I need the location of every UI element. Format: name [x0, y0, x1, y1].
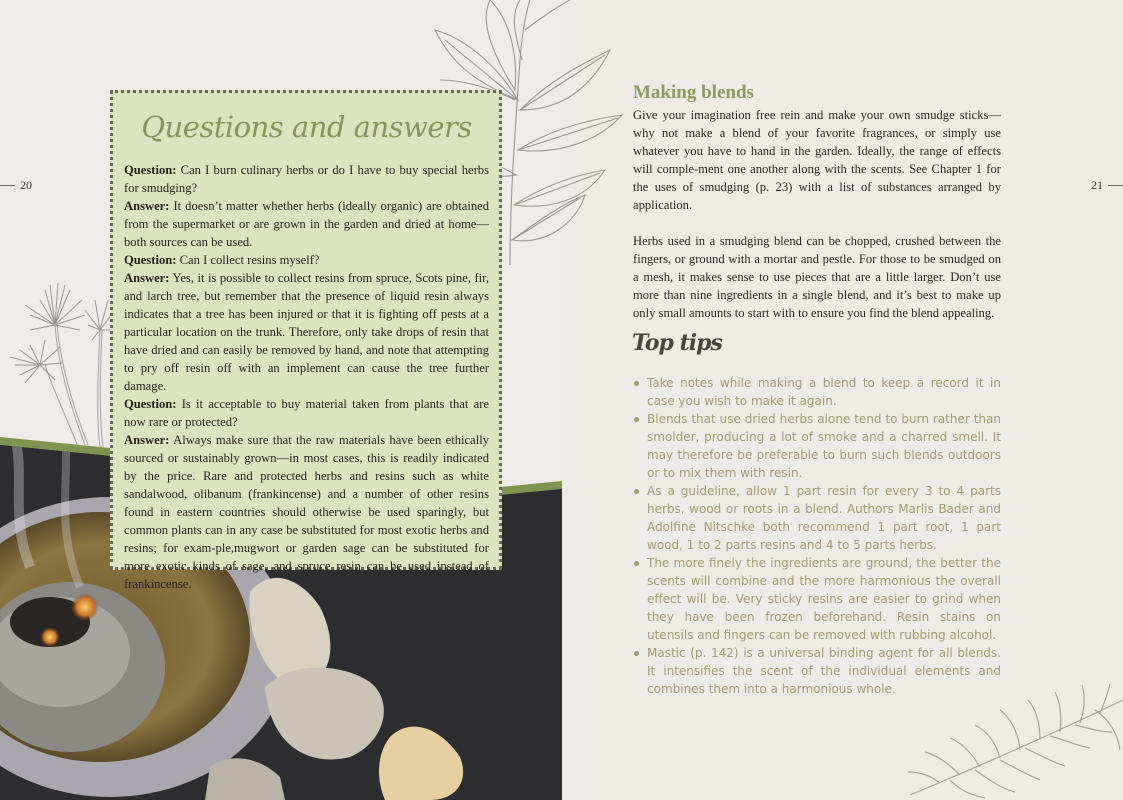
- qa-label: Question:: [124, 253, 177, 267]
- page-number-left: [0, 178, 32, 193]
- qa-title: Questions and answers: [141, 110, 472, 144]
- page-number-left-text: 20: [20, 178, 32, 192]
- tip-item: Blends that use dried herbs alone tend to burn rather than smolder, producing a lot of smoke and a charred smell. It may therefore be preferable to burn such blends outdoors or to mix them with resin.: [633, 410, 1001, 482]
- folio-rule: [1108, 185, 1123, 186]
- qa-text: It doesn’t matter whether herbs (ideally organic) are obtained from the supermarket or are grown in the garden and dried at home—both sources can be used.: [124, 199, 489, 249]
- qa-text: Can I burn culinary herbs or do I have to buy special herbs for smudging?: [124, 163, 489, 195]
- qa-entry-question: [124, 251, 489, 269]
- qa-label: Question:: [124, 397, 177, 411]
- tip-item: The more finely the ingredients are ground, the better the scents will combine and the more harmonious the overall effect will be. Very sticky resins are easier to grind when they have been frozen beforehand. Resin stains on utensils and fingers can be removed with rubbing alcohol.: [633, 554, 1001, 644]
- qa-text: Can I collect resins myself?: [176, 253, 320, 267]
- page-number-right: [1091, 178, 1123, 193]
- qa-entry-answer: [124, 197, 489, 251]
- qa-label: Answer:: [124, 433, 170, 447]
- qa-label: Answer:: [124, 199, 170, 213]
- qa-content: [124, 161, 489, 593]
- page-number-right-text: 21: [1091, 178, 1103, 192]
- top-tips-list: [633, 374, 1001, 698]
- making-blends-heading: Making blends: [633, 82, 754, 103]
- qa-entry-answer: [124, 269, 489, 395]
- folio-rule: [0, 185, 15, 186]
- qa-label: Answer:: [124, 271, 170, 285]
- qa-entry-question: [124, 161, 489, 197]
- top-tips-heading: Top tips: [632, 330, 722, 356]
- qa-text: Yes, it is possible to collect resins from spruce, Scots pine, fir, and larch tree, but remember that the presence of liquid resin always indicates that a tree has been injured or that it is fighting off pests at a particular location on the trunk. Therefore, only take drops of resin that have dried and can easily be removed by hand, and note that attempting to pry off resin off with an implement can cause the tree further damage.: [124, 271, 489, 393]
- qa-entry-answer: [124, 431, 489, 593]
- qa-text: Is it acceptable to buy material taken from plants that are now rare or protected?: [124, 397, 489, 429]
- tip-item: Take notes while making a blend to keep a record it in case you wish to make it again.: [633, 374, 1001, 410]
- qa-text: Always make sure that the raw materials have been ethically sourced or sustainably grown—in most cases, this is readily indicated by the price. Rare and protected herbs and resins such as white sandalwood, olibanum (frankincense) and a number of other resins found in eastern countries should otherwise be used sparingly, but common plants can in any case be substituted for most exotic herbs and resins; for exam-ple,mugwort or garden sage can be substituted for more exotic kinds of sage, and spruce resin can be used instead of frankincense.: [124, 433, 489, 591]
- tip-item: As a guideline, allow 1 part resin for every 3 to 4 parts herbs, wood or roots in a blend. Authors Marlis Bader and Adolfine Nitschke both recommend 1 part root, 1 part wood, 1 to 2 parts resins and 4 to 5 parts herbs.: [633, 482, 1001, 554]
- making-blends-section: [633, 82, 1001, 322]
- tip-item: Mastic (p. 142) is a universal binding agent for all blends. It intensifies the scent of the individual elements and combines them into a harmonious whole.: [633, 644, 1001, 698]
- body-paragraph: Herbs used in a smudging blend can be chopped, crushed between the fingers, or ground with a mortar and pestle. For those to be smudged on a mesh, it makes sense to use pieces that are a little larger. Don’t use more than nine ingredients in a single blend, and it’s best to make up only small amounts to start with to ensure you find the blend appealing.: [633, 234, 1001, 320]
- questions-and-answers-box: [110, 90, 502, 591]
- body-paragraph: Give your imagination free rein and make your own smudge sticks—why not make a blend of your favorite fragrances, or simply use whatever you have to hand in the garden. Ideally, the range of effects will comple-ment one another along with the scents. See Chapter 1 for the uses of smudging (p. 23) with a list of substances arranged by application.: [633, 108, 1001, 212]
- qa-entry-question: [124, 395, 489, 431]
- qa-label: Question:: [124, 163, 177, 177]
